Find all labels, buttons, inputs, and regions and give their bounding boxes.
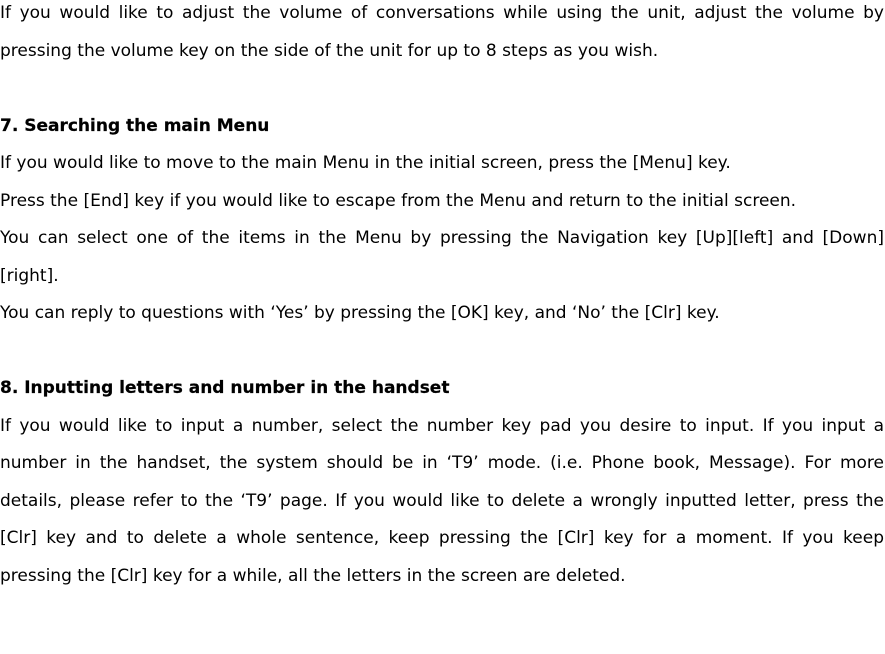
section-heading-main-menu: 7. Searching the main Menu — [0, 115, 270, 136]
spacer — [0, 333, 884, 371]
main-menu-line-4: You can reply to questions with ‘Yes’ by pressing the [OK] key, and ‘No’ the [Clr] key. — [0, 303, 720, 323]
inputting-paragraph: If you would like to input a number, select the number key pad you desire to input. If you input a number in the handset, the system should be in ‘T9’ mode. (i.e. Phone book, Message). For more details, please refer to the ‘T9’ page. If you would like to delete a wrongly inputted letter, press the [Clr] key and to delete a whole sentence, keep pressing the [Clr] key for a moment. If you keep pressing the [Clr] key for a while, all the letters in the screen are deleted. — [0, 415, 884, 586]
section-heading-inputting-letters: 8. Inputting letters and number in the handset — [0, 378, 450, 398]
main-menu-line-2: Press the [End] key if you would like to escape from the Menu and return to the initial screen. — [0, 190, 797, 211]
volume-paragraph: If you would like to adjust the volume of conversations while using the unit, adjust the volume by pressing the volume key on the side of the unit for up to 8 steps as you wish. — [0, 3, 884, 61]
spacer — [0, 70, 884, 108]
main-menu-line-3: You can select one of the items in the Menu by pressing the Navigation key [Up][left] and [Down][right]. — [0, 228, 884, 286]
main-menu-line-1: If you would like to move to the main Menu in the initial screen, press the [Menu] key. — [0, 153, 731, 173]
